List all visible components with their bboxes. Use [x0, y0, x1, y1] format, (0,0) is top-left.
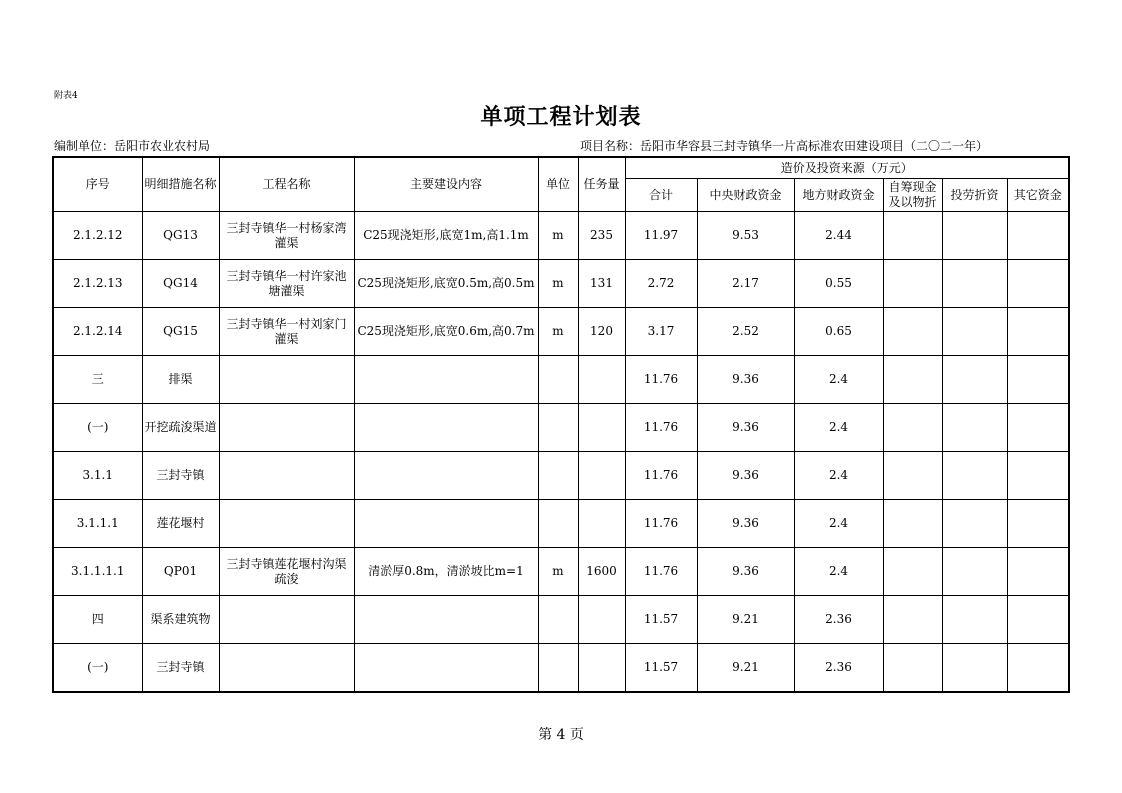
cell-other	[1007, 356, 1069, 404]
cell-measure: QG14	[142, 260, 219, 308]
table-row	[53, 404, 1069, 452]
cell-content	[354, 644, 538, 693]
cell-qty	[578, 596, 625, 644]
cell-total: 2.72	[625, 260, 697, 308]
cell-central: 9.53	[697, 212, 794, 260]
cell-total: 11.57	[625, 644, 697, 693]
cell-seq: 3.1.1.1	[53, 500, 142, 548]
cell-measure: 排渠	[142, 356, 219, 404]
cell-local: 2.4	[794, 356, 883, 404]
cell-labor	[942, 356, 1007, 404]
cell-content: C25现浇矩形,底宽1m,高1.1m	[354, 212, 538, 260]
cell-measure: 三封寺镇	[142, 644, 219, 693]
header-row-1	[53, 157, 1069, 179]
cell-content	[354, 596, 538, 644]
cell-self	[883, 404, 942, 452]
cell-unit: m	[538, 548, 578, 596]
col-qty: 任务量	[578, 157, 625, 212]
cell-seq: 三	[53, 356, 142, 404]
cell-seq: 四	[53, 596, 142, 644]
cell-labor	[942, 452, 1007, 500]
col-total: 合计	[625, 179, 697, 212]
cell-central: 9.21	[697, 644, 794, 693]
col-content: 主要建设内容	[354, 157, 538, 212]
cell-name	[219, 356, 354, 404]
cell-seq: (一)	[53, 404, 142, 452]
col-self: 自筹现金及以物折	[883, 179, 942, 212]
cell-unit	[538, 452, 578, 500]
cell-self	[883, 548, 942, 596]
cell-name	[219, 500, 354, 548]
cell-central: 2.17	[697, 260, 794, 308]
cell-content	[354, 452, 538, 500]
col-local: 地方财政资金	[794, 179, 883, 212]
cell-labor	[942, 260, 1007, 308]
table-row	[53, 644, 1069, 693]
col-measure: 明细措施名称	[142, 157, 219, 212]
cell-other	[1007, 644, 1069, 693]
cell-local: 0.65	[794, 308, 883, 356]
cell-name	[219, 404, 354, 452]
cell-content: C25现浇矩形,底宽0.6m,高0.7m	[354, 308, 538, 356]
cell-other	[1007, 308, 1069, 356]
cell-other	[1007, 548, 1069, 596]
cell-total: 11.76	[625, 356, 697, 404]
col-group-funding: 造价及投资来源（万元）	[625, 157, 1069, 179]
cell-local: 2.4	[794, 548, 883, 596]
cell-total: 11.76	[625, 500, 697, 548]
cell-name	[219, 644, 354, 693]
cell-other	[1007, 452, 1069, 500]
cell-other	[1007, 260, 1069, 308]
cell-qty: 131	[578, 260, 625, 308]
plan-table	[52, 156, 1070, 693]
cell-central: 9.36	[697, 404, 794, 452]
cell-total: 11.76	[625, 452, 697, 500]
table-body	[53, 212, 1069, 693]
cell-qty	[578, 452, 625, 500]
page-number: 第 4 页	[538, 727, 584, 743]
table-row	[53, 260, 1069, 308]
cell-central: 9.36	[697, 356, 794, 404]
cell-self	[883, 260, 942, 308]
col-other: 其它资金	[1007, 179, 1069, 212]
cell-central: 9.36	[697, 452, 794, 500]
cell-local: 2.4	[794, 452, 883, 500]
cell-self	[883, 452, 942, 500]
cell-local: 2.4	[794, 404, 883, 452]
cell-total: 11.76	[625, 404, 697, 452]
cell-local: 0.55	[794, 260, 883, 308]
cell-other	[1007, 500, 1069, 548]
cell-content	[354, 500, 538, 548]
cell-measure: 莲花堰村	[142, 500, 219, 548]
cell-name	[219, 596, 354, 644]
cell-name: 三封寺镇莲花堰村沟渠疏浚	[219, 548, 354, 596]
col-labor: 投劳折资	[942, 179, 1007, 212]
table-row	[53, 452, 1069, 500]
cell-measure: QG15	[142, 308, 219, 356]
cell-self	[883, 308, 942, 356]
cell-measure: QP01	[142, 548, 219, 596]
cell-qty	[578, 500, 625, 548]
cell-central: 2.52	[697, 308, 794, 356]
cell-total: 3.17	[625, 308, 697, 356]
cell-measure: 三封寺镇	[142, 452, 219, 500]
cell-measure: 开挖疏浚渠道	[142, 404, 219, 452]
cell-total: 11.76	[625, 548, 697, 596]
cell-qty: 235	[578, 212, 625, 260]
cell-self	[883, 644, 942, 693]
cell-other	[1007, 212, 1069, 260]
cell-total: 11.57	[625, 596, 697, 644]
table-row	[53, 356, 1069, 404]
cell-content	[354, 356, 538, 404]
cell-qty	[578, 356, 625, 404]
cell-qty	[578, 644, 625, 693]
project-name: 项目名称：岳阳市华容县三封寺镇华一片高标准农田建设项目（二〇二一年）	[580, 139, 989, 153]
cell-self	[883, 356, 942, 404]
table-row	[53, 308, 1069, 356]
col-unit: 单位	[538, 157, 578, 212]
cell-qty	[578, 404, 625, 452]
cell-unit: m	[538, 212, 578, 260]
cell-qty: 1600	[578, 548, 625, 596]
annex-label: 附表4	[54, 91, 78, 101]
cell-central: 9.36	[697, 500, 794, 548]
table-row	[53, 548, 1069, 596]
cell-labor	[942, 548, 1007, 596]
cell-self	[883, 500, 942, 548]
page-title: 单项工程计划表	[480, 104, 642, 130]
cell-unit	[538, 404, 578, 452]
cell-labor	[942, 644, 1007, 693]
cell-other	[1007, 596, 1069, 644]
compiling-unit: 编制单位：岳阳市农业农村局	[54, 139, 211, 153]
cell-total: 11.97	[625, 212, 697, 260]
cell-local: 2.4	[794, 500, 883, 548]
cell-measure: 渠系建筑物	[142, 596, 219, 644]
cell-seq: 2.1.2.13	[53, 260, 142, 308]
cell-self	[883, 596, 942, 644]
cell-name: 三封寺镇华一村许家池塘灌渠	[219, 260, 354, 308]
cell-seq: 3.1.1	[53, 452, 142, 500]
cell-name: 三封寺镇华一村杨家湾灌渠	[219, 212, 354, 260]
cell-seq: (一)	[53, 644, 142, 693]
cell-unit	[538, 596, 578, 644]
cell-labor	[942, 596, 1007, 644]
cell-name	[219, 452, 354, 500]
cell-content	[354, 404, 538, 452]
cell-name: 三封寺镇华一村刘家门灌渠	[219, 308, 354, 356]
cell-central: 9.36	[697, 548, 794, 596]
cell-unit	[538, 500, 578, 548]
cell-measure: QG13	[142, 212, 219, 260]
cell-seq: 2.1.2.12	[53, 212, 142, 260]
cell-content: 清淤厚0.8m，清淤坡比m=1	[354, 548, 538, 596]
cell-labor	[942, 500, 1007, 548]
table-row	[53, 596, 1069, 644]
cell-local: 2.44	[794, 212, 883, 260]
cell-labor	[942, 404, 1007, 452]
cell-self	[883, 212, 942, 260]
cell-central: 9.21	[697, 596, 794, 644]
cell-content: C25现浇矩形,底宽0.5m,高0.5m	[354, 260, 538, 308]
cell-seq: 3.1.1.1.1	[53, 548, 142, 596]
cell-unit	[538, 356, 578, 404]
table-row	[53, 212, 1069, 260]
cell-labor	[942, 212, 1007, 260]
cell-unit: m	[538, 308, 578, 356]
table-row	[53, 500, 1069, 548]
cell-qty: 120	[578, 308, 625, 356]
col-central: 中央财政资金	[697, 179, 794, 212]
cell-local: 2.36	[794, 596, 883, 644]
col-name: 工程名称	[219, 157, 354, 212]
cell-seq: 2.1.2.14	[53, 308, 142, 356]
cell-unit: m	[538, 260, 578, 308]
col-seq: 序号	[53, 157, 142, 212]
cell-other	[1007, 404, 1069, 452]
cell-labor	[942, 308, 1007, 356]
cell-local: 2.36	[794, 644, 883, 693]
cell-unit	[538, 644, 578, 693]
